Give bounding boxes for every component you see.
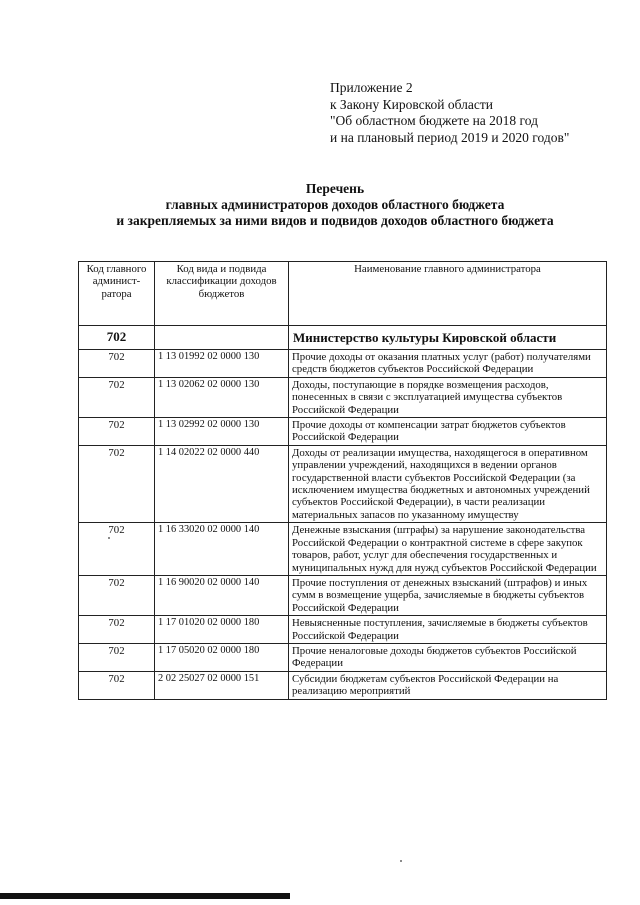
table-row xyxy=(79,377,607,417)
scan-edge-bar xyxy=(0,893,290,899)
document-heading xyxy=(0,181,640,229)
revenue-code-cell: 2 02 25027 02 0000 151 xyxy=(155,671,289,699)
revenue-code-cell: 1 16 33020 02 0000 140 xyxy=(155,523,289,576)
admin-code-cell: 702 xyxy=(79,616,155,644)
admin-code-cell: 702 xyxy=(79,418,155,446)
header-revenue-code: Код вида и подвида классификации доходов бюджетов xyxy=(155,262,289,326)
revenue-name-cell: Прочие доходы от оказания платных услуг (работ) получателями средств бюджетов субъектов Российской Федерации xyxy=(289,350,607,378)
header-admin-name: Наименование главного администратора xyxy=(289,262,607,326)
table-row xyxy=(79,445,607,522)
appendix-line-1: Приложение 2 xyxy=(330,80,413,95)
revenue-name-cell: Субсидии бюджетам субъектов Российской Федерации на реализацию мероприятий xyxy=(289,671,607,699)
appendix-line-2: к Закону Кировской области xyxy=(330,96,494,112)
heading-line-2: главных администраторов доходов областного бюджета xyxy=(165,197,505,212)
revenue-name-cell: Прочие неналоговые доходы бюджетов субъектов Российской Федерации xyxy=(289,643,607,671)
ministry-name: Министерство культуры Кировской области xyxy=(289,326,607,350)
table-row xyxy=(79,523,607,576)
ministry-row xyxy=(79,326,607,350)
revenue-code-cell: 1 13 02992 02 0000 130 xyxy=(155,418,289,446)
header-admin-code: Код главного админист-ратора xyxy=(79,262,155,326)
scan-speck xyxy=(400,860,402,862)
scan-speck xyxy=(108,537,110,539)
admin-code-cell: 702 xyxy=(79,523,155,576)
admin-code-cell: 702 xyxy=(79,445,155,522)
revenue-name-cell: Прочие доходы от компенсации затрат бюджетов субъектов Российской Федерации xyxy=(289,418,607,446)
revenue-code-cell: 1 17 01020 02 0000 180 xyxy=(155,616,289,644)
administrators-table xyxy=(78,261,607,700)
table-row xyxy=(79,350,607,378)
heading-line-3: и закрепляемых за ними видов и подвидов доходов областного бюджета xyxy=(116,213,554,228)
revenue-name-cell: Невыясненные поступления, зачисляемые в бюджеты субъектов Российской Федерации xyxy=(289,616,607,644)
ministry-empty-cell xyxy=(155,326,289,350)
table-row xyxy=(79,616,607,644)
admin-code-cell: 702 xyxy=(79,643,155,671)
revenue-code-cell: 1 13 02062 02 0000 130 xyxy=(155,377,289,417)
revenue-name-cell: Доходы от реализации имущества, находящегося в оперативном управлении учреждений, находящихся в ведении органов государственной власти субъектов Российской Федерации (за исключением имущества бюджетных и автономных учреждений субъектов Российской Федерации), в части реализации материальных запасов по указанному имуществу xyxy=(289,445,607,522)
admin-code-cell: 702 xyxy=(79,350,155,378)
ministry-code: 702 xyxy=(79,326,155,350)
table-row xyxy=(79,671,607,699)
appendix-line-4: и на плановый период 2019 и 2020 годов" xyxy=(330,129,570,145)
revenue-name-cell: Прочие поступления от денежных взысканий (штрафов) и иных сумм в возмещение ущерба, зачисляемые в бюджеты субъектов Российской Федерации xyxy=(289,575,607,615)
revenue-code-cell: 1 13 01992 02 0000 130 xyxy=(155,350,289,378)
revenue-code-cell: 1 14 02022 02 0000 440 xyxy=(155,445,289,522)
table-row xyxy=(79,418,607,446)
revenue-name-cell: Денежные взыскания (штрафы) за нарушение законодательства Российской Федерации о контрактной системе в сфере закупок товаров, работ, услуг для обеспечения государственных и муниципальных нужд для нужд субъектов Российской Федерации xyxy=(289,523,607,576)
table-row xyxy=(79,643,607,671)
revenue-code-cell: 1 17 05020 02 0000 180 xyxy=(155,643,289,671)
table-header-row xyxy=(79,262,607,326)
admin-code-cell: 702 xyxy=(79,671,155,699)
admin-code-cell: 702 xyxy=(79,575,155,615)
document-title: Перечень xyxy=(305,181,365,196)
revenue-name-cell: Доходы, поступающие в порядке возмещения расходов, понесенных в связи с эксплуатацией имущества субъектов Российской Федерации xyxy=(289,377,607,417)
revenue-code-cell: 1 16 90020 02 0000 140 xyxy=(155,575,289,615)
appendix-block xyxy=(330,80,569,146)
appendix-line-3: "Об областном бюджете на 2018 год xyxy=(330,113,538,128)
admin-code-cell: 702 xyxy=(79,377,155,417)
table-row xyxy=(79,575,607,615)
